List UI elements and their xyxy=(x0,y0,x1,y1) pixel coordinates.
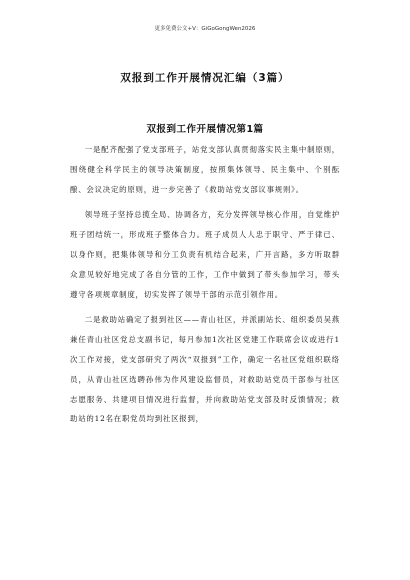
watermark-text: 更多免费公文+V：GiGoGongWen2026 xyxy=(154,26,256,32)
document-body xyxy=(70,140,340,435)
paragraph: 一是配齐配强了党支部班子，站党支部认真贯彻落实民主集中制原则，围绕健全科学民主的领导决策制度，按照集体领导、民主集中、个别酝酿、会议决定的原则，进一步完善了《救助站党支部议事规则》。 xyxy=(70,145,340,194)
document-title: 双报到工作开展情况汇编（3篇） xyxy=(120,72,290,84)
section-title: 双报到工作开展情况第1篇 xyxy=(146,124,264,135)
paragraph: 领导班子坚持总揽全局、协调各方，充分发挥领导核心作用，自觉维护班子团结统一，形成班子整体合力。班子成员人人忠于职守、严于律已、以身作则，把集体领导和分工负责有机结合起来，广开言路，多方听取群众意见较好地完成了各自分管的工作，工作中做到了带头参加学习，带头遵守各项规章制度，切实发挥了领导干部的示范引领作用。 xyxy=(70,210,340,299)
paragraph: 二是救助站确定了报到社区——青山社区，并派副站长、组织委员吴燕兼任青山社区党总支副书记，每月参加1次社区党建工作联席会议或进行1次工作对接，党支部研究了两次“双报到”工作，确定一名社区党组织联络员，从青山社区选聘孙伟为作风建设监督员，对救助站党员干部参与社区志愿服务、共建项目情况进行监督，并向救助站党支部及时反馈情况；救助站的12名在职党员均到社区报到， xyxy=(70,315,340,424)
